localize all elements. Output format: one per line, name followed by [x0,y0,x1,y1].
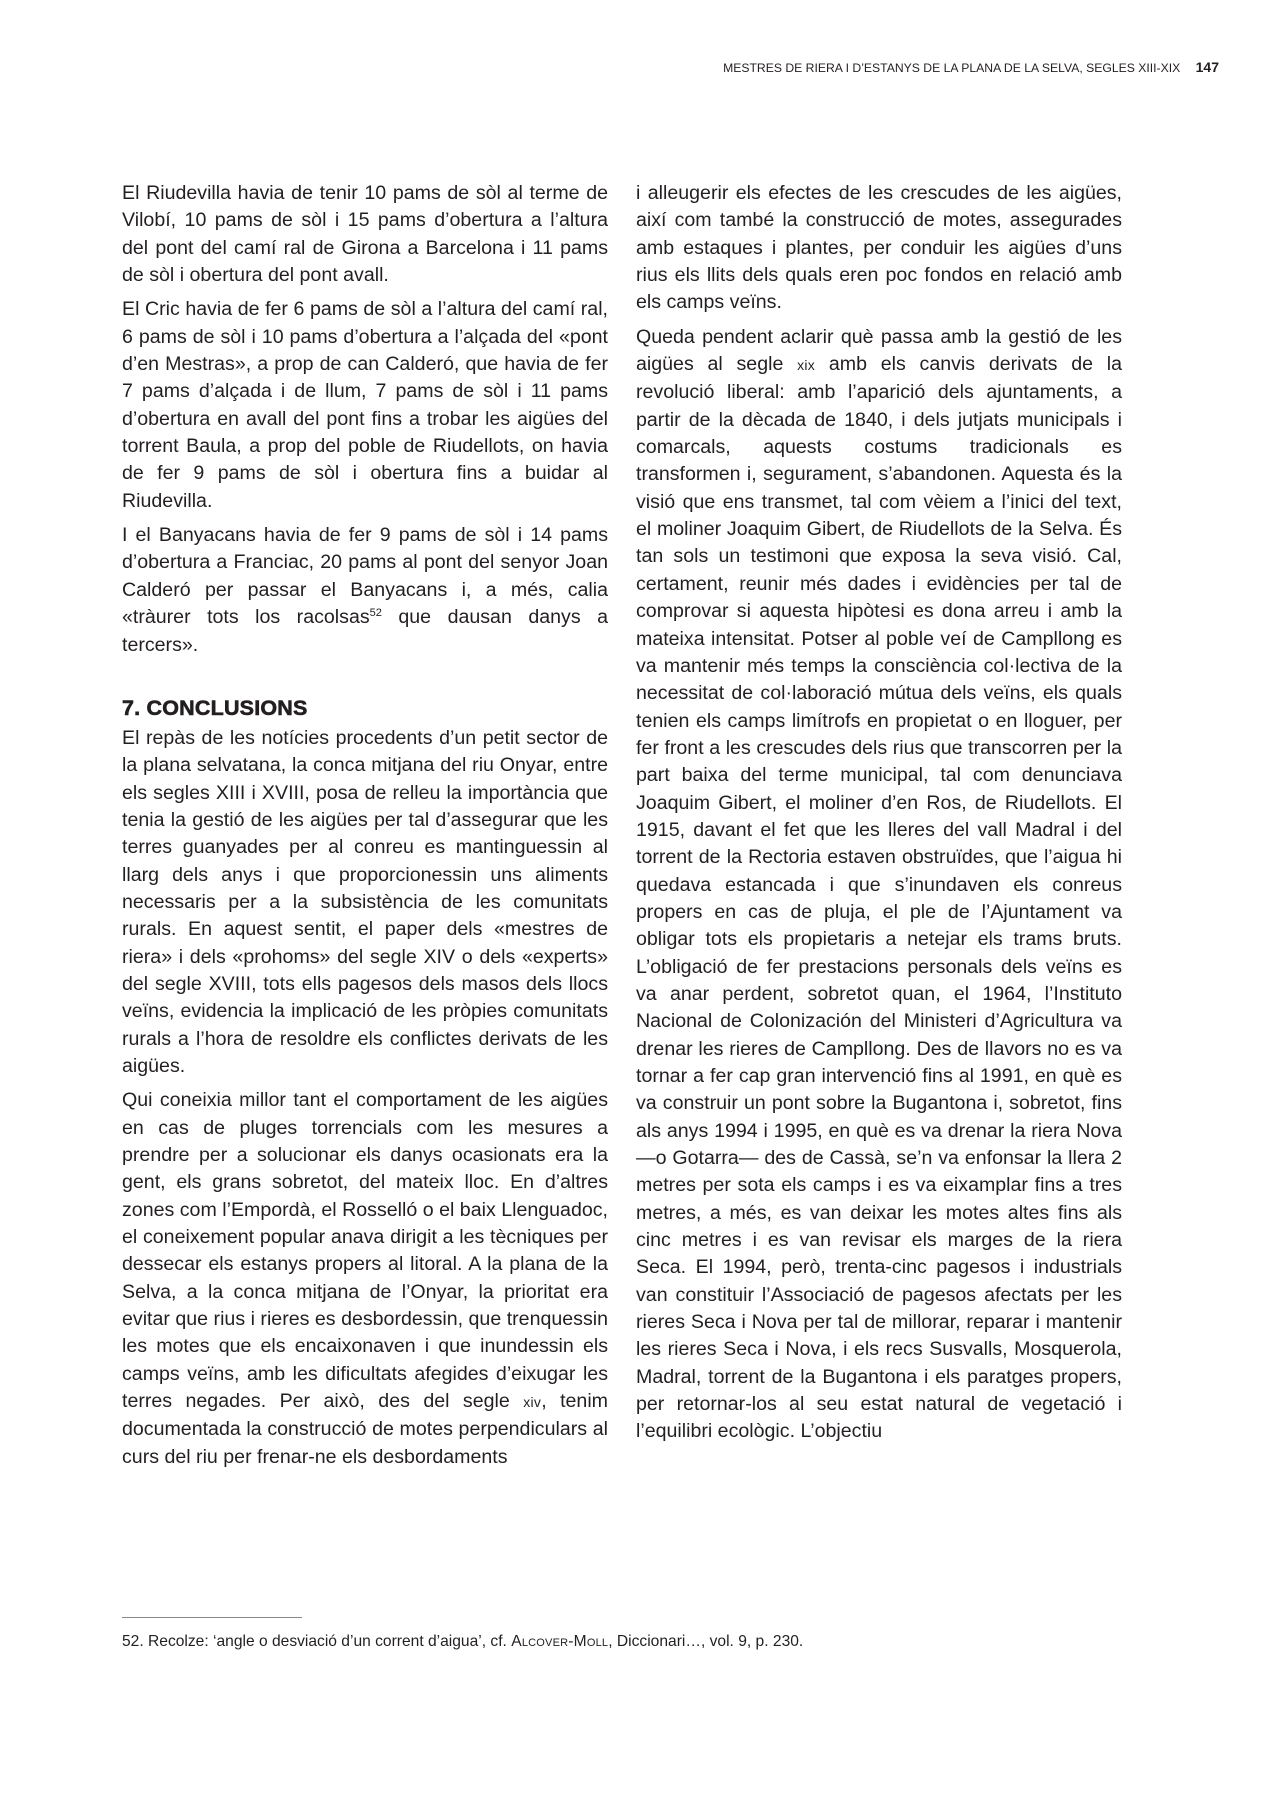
paragraph [122,1087,608,1471]
right-column [636,180,1122,1453]
paragraph-text: amb els canvis derivats de la revolució liberal: amb l’aparició dels ajuntaments, a partir de la dècada de 1840, i dels jutjats municipals i comarcals, aquests costums tradicionals es transformen i, segurament, s’abandonen. Aquesta és la visió que ens transmet, tal com vèiem a l’inici del text, el moliner Joaquim Gibert, de Riudellots de la Selva. És tan sols un testimoni que exposa la seva visió. Cal, certament, reunir més dades i evidències per tal de comprovar si aquesta hipòtesi es dona arreu i amb la mateixa intensitat. Potser al poble veí de Campllong es va mantenir més temps la consciència col·lectiva de la necessitat de col·laboració mútua dels veïns, els quals tenien els camps limítrofs en propietat o en lloguer, per fer front a les crescudes dels rius que transcorren per la part baixa del terme municipal, tal com denunciava Joaquim Gibert, el moliner d’en Ros, de Riudellots. El 1915, davant el fet que les lleres del vall Madral i del torrent de la Rectoria estaven obstruïdes, que l’aigua hi quedava estancada i que s’inundaven els conreus propers en cas de pluja, el ple de l’Ajuntament va obligar tots els propietaris a netejar els trams bruts. L’obligació de fer prestacions personals dels veïns es va anar perdent, sobretot quan, el 1964, l’Instituto Nacional de Colonización del Ministeri d’Agricultura va drenar les rieres de Campllong. Des de llavors no es va tornar a fer cap gran intervenció fins al 1991, en què es va construir un pont sobre la Bugantona i, sobretot, fins als anys 1994 i 1995, en què es va drenar la riera Nova —o Gotarra— des de Cassà, se’n va enfonsar la llera 2 metres per sota els camps i es va eixamplar fins a tres metres, a més, es van deixar les motes altes fins als cinc metres i es van revisar els marges de la riera Seca. El 1994, però, trenta-cinc pagesos i industrials van constituir l’Associació de pagesos afectats per les rieres Seca i Nova per tal de millorar, reparar i mantenir les rieres Seca i Nova, i els recs Susvalls, Mosquerola, Madral, torrent de la Bugantona i els paratges propers, per retornar-los al seu estat natural de vegetació i l’equilibri ecològic. L’objectiu [636,353,1122,1443]
century-numeral: xiv [523,1394,542,1411]
paragraph [122,522,608,659]
footnote-divider [122,1617,302,1618]
footnote-reference[interactable]: 52 [369,607,382,620]
cited-author: Alcover-Moll [511,1633,609,1650]
paragraph: El repàs de les notícies procedents d’un petit sector de la plana selvatana, la conca mitjana del riu Onyar, entre els segles XIII i XVIII, posa de relleu la importància que tenia la gestió de les aigües per tal d’assegurar que les terres guanyades per al conreu es mantinguessin al llarg dels anys i que proporcionessin uns aliments necessaris per a la subsistència de les comunitats rurals. En aquest sentit, el paper dels «mestres de riera» i dels «prohoms» del segle XIV o dels «experts» del segle XVIII, tots ells pagesos dels masos dels llocs veïns, evidencia la implicació de les pròpies comunitats rurals a l’hora de resoldre els conflictes derivats de les aigües. [122,726,608,1077]
footnote-text: 52. Recolze: ‘angle o desviació d’un corrent d’aigua’, cf. [122,1633,512,1650]
running-title: MESTRES DE RIERA I D’ESTANYS DE LA PLANA DE LA SELVA, SEGLES XIII-XIX [723,61,1181,75]
paragraph-text: que dausan danys a tercers». [122,606,608,656]
paragraph-text: Qui coneixia millor tant el comportament de les aigües en cas de pluges torrencials com les mesures a prendre per a solucionar els danys ocasionats era la gent, els grans sobretot, del mateix lloc. En d’altres zones com l’Empordà, el Rosselló o el baix Llenguadoc, el coneixement popular anava dirigit a les tècniques per dessecar els estanys propers al litoral. A la plana de la Selva, a la conca mitjana de l’Onyar, la prioritat era evitar que rius i rieres es desbordessin, que trenquessin les motes que els encaixonaven i que inundessin els camps veïns, amb les dificultats afegides d’eixugar les terres negades. Per això, des del segle [122,1089,608,1413]
left-column [122,180,608,1478]
paragraph: El Riudevilla havia de tenir 10 pams de sòl al terme de Vilobí, 10 pams de sòl i 15 pams d’obertura a l’altura del pont del camí ral de Girona a Barcelona i 11 pams de sòl i obertura del pont avall. [122,182,608,287]
paragraph: i alleugerir els efectes de les crescudes de les aigües, així com també la construcció de motes, assegurades amb estaques i plantes, per conduir les aigües d’uns rius els llits dels quals eren poc fondos en relació amb els camps veïns. [636,182,1122,314]
century-numeral: xix [797,357,816,374]
paragraph: El Cric havia de fer 6 pams de sòl a l’altura del camí ral, 6 pams de sòl i 10 pams d’obertura a l’alçada del «pont d’en Mestras», a prop de can Calderó, que havia de fer 7 pams d’alçada i de llum, 7 pams de sòl i 11 pams d’obertura en avall del pont fins a trobar les aigües del torrent Baula, a prop del poble de Riudellots, on havia de fer 9 pams de sòl i obertura fins a buidar al Riudevilla. [122,298,608,512]
paragraph-text: , tenim documentada la construcció de motes perpendiculars al curs del riu per frenar-ne els desbordaments [122,1390,608,1468]
footnote-text: , Diccionari…, vol. 9, p. 230. [608,1633,804,1650]
section-heading: 7. CONCLUSIONS [122,695,308,720]
footnote [122,1632,1122,1652]
page-number: 147 [1195,59,1219,75]
running-header [600,59,1219,75]
paragraph-text: Queda pendent aclarir què passa amb la gestió de les aigües al segle [636,325,1122,376]
paragraph [636,324,1122,1446]
paragraph-text: I el Banyacans havia de fer 9 pams de sòl i 14 pams d’obertura a Franciac, 20 pams al pont del senyor Joan Calderó per passar el Banyacans i, a més, calia «tràurer tots los racolsas [122,524,608,629]
